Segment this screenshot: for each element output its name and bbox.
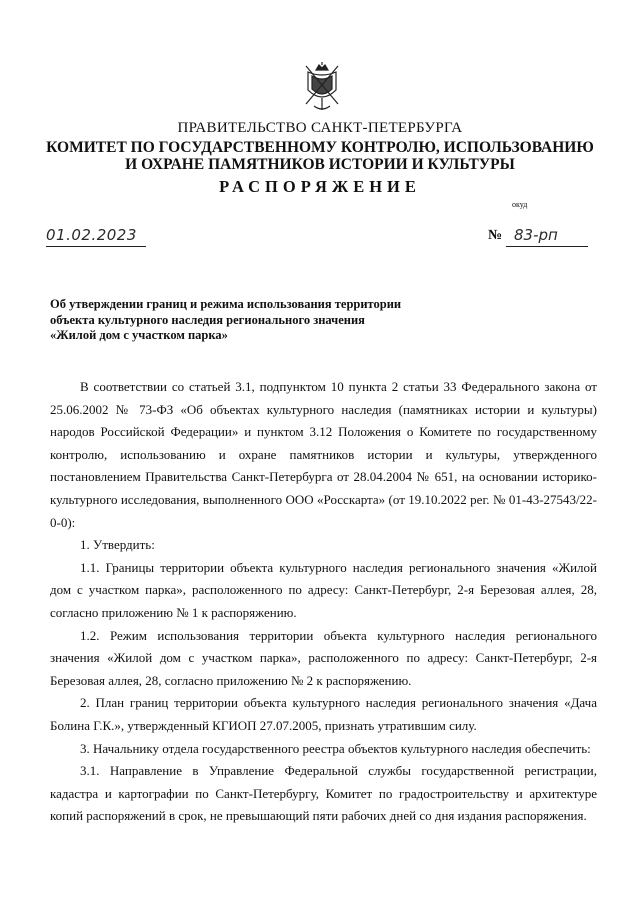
government-title: ПРАВИТЕЛЬСТВО САНКТ-ПЕТЕРБУРГА [177, 120, 463, 136]
committee-title-line1: КОМИТЕТ ПО ГОСУДАРСТВЕННОМУ КОНТРОЛЮ, ИСПОЛЬЗОВАНИЮ [46, 139, 594, 156]
item-2: 2. План границ территории объекта культурного наследия регионального значения «Дача Болина Г.К.», утвержденный КГИОП 27.07.2005, признать утратившим силу. [50, 695, 597, 733]
document-date: 01.02.2023 [46, 226, 137, 244]
document-subject [50, 297, 470, 344]
subject-line: Об утверждении границ и режима использования территории [50, 297, 402, 311]
item-1-1: 1.1. Границы территории объекта культурного наследия регионального значения «Жилой дом с участком парка», расположенного по адресу: Санкт-Петербург, 2-я Березовая аллея, 28, согласно приложению № 1 к распоряжению. [50, 559, 597, 620]
subject-line: объекта культурного наследия регионального значения [50, 312, 365, 327]
item-1: 1. Утвердить: [80, 537, 155, 553]
item-3-1: 3.1. Направление в Управление Федеральной службы государственной регистрации, кадастра и картографии по Санкт-Петербургу, Комитет по градостроительству и архитектуре копий распоряжений в срок, не превышающий пяти рабочих дней со дня издания распоряжения. [50, 763, 597, 824]
item-3: 3. Начальнику отдела государственного реестра объектов культурного наследия обеспечить: [80, 740, 591, 756]
item-1-2: 1.2. Режим использования территории объекта культурного наследия регионального значения «Жилой дом с участком парка», расположенного по адресу: Санкт-Петербург, 2-я Березовая аллея, 28, согласно приложению № 2 к распоряжению. [50, 627, 597, 688]
document-type: РАСПОРЯЖЕНИЕ [219, 177, 421, 196]
number-field [488, 226, 588, 246]
preamble-paragraph: В соответствии со статьей 3.1, подпунктом 10 пункта 2 статьи 33 Федерального закона от 25.06.2002 № 73-ФЗ «Об объектах культурного наследия (памятниках истории и культуры) народов Российской Федерации» и пунктом 3.12 Положения о Комитете по государственному контролю, использованию и охране памятников истории и культуры, утвержденного постановлением Правительства Санкт-Петербурга от 28.04.2004 № 651, на основании историко-культурного исследования, выполненного ООО «Росскарта» (от 19.10.2022 рег. № 01-43-27543/22-0-0): [50, 379, 597, 530]
okud-label: окуд [512, 200, 528, 209]
number-underline [506, 226, 588, 247]
date-field [46, 226, 146, 247]
document-body [50, 376, 597, 828]
committee-title [0, 139, 640, 173]
committee-title-line2: И ОХРАНЕ ПАМЯТНИКОВ ИСТОРИИ И КУЛЬТУРЫ [125, 156, 515, 173]
document-number: 83-рп [514, 226, 558, 244]
coat-of-arms-icon [300, 60, 344, 112]
number-sign: № [488, 228, 503, 243]
subject-line: «Жилой дом с участком парка» [50, 328, 228, 342]
